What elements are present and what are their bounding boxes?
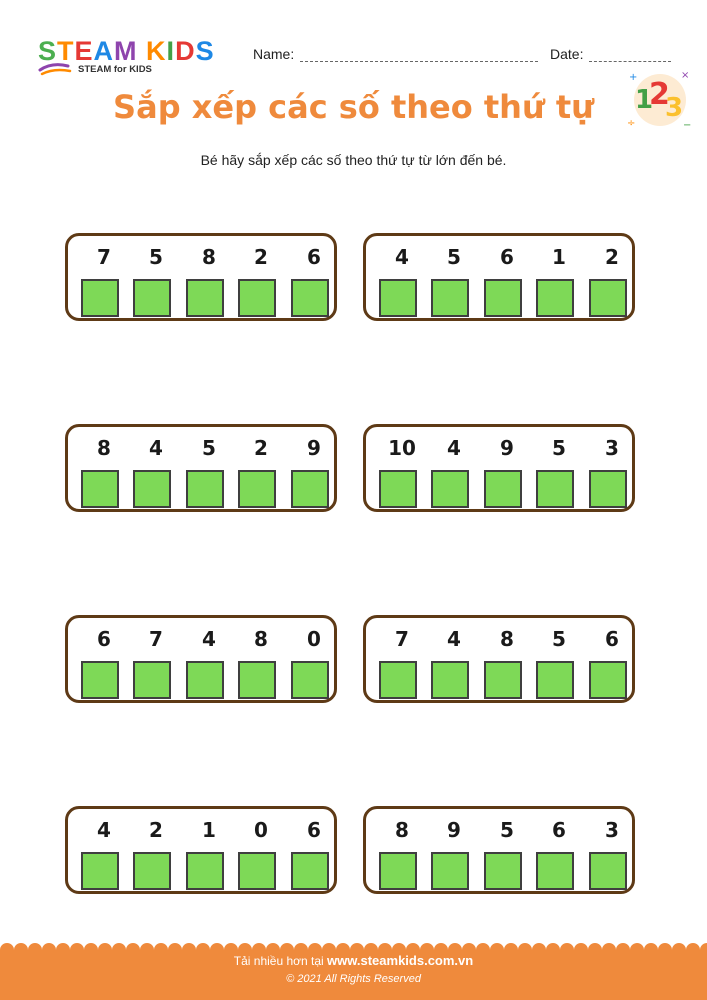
date-input-line[interactable] [589,61,671,62]
svg-text:3: 3 [665,93,684,123]
name-input-line[interactable] [300,61,538,62]
puzzle-number: 1 [552,245,566,269]
answer-box[interactable] [133,279,171,317]
puzzle-number: 2 [605,245,619,269]
puzzle-number: 3 [605,436,619,460]
answer-box[interactable] [81,279,119,317]
puzzle-number: 2 [254,245,268,269]
puzzle-number: 2 [254,436,268,460]
puzzle-number: 2 [149,818,163,842]
logo-letter: D [175,36,196,66]
puzzle-number: 4 [97,818,111,842]
puzzle-number: 1 [202,818,216,842]
puzzle-number: 8 [395,818,409,842]
answer-box[interactable] [81,852,119,890]
answer-box[interactable] [291,661,329,699]
answer-box[interactable] [589,661,627,699]
puzzle-number: 0 [254,818,268,842]
answer-box[interactable] [133,661,171,699]
answer-box[interactable] [589,852,627,890]
puzzle-box [65,806,337,894]
answer-box[interactable] [291,470,329,508]
puzzle-number: 6 [605,627,619,651]
puzzle-numbers [372,244,632,270]
puzzle-box [65,615,337,703]
answer-box[interactable] [431,852,469,890]
puzzle-number: 6 [307,818,321,842]
date-label: Date: [550,46,584,62]
steam-kids-logo [38,36,238,80]
puzzle-number: 8 [202,245,216,269]
puzzle-number: 3 [605,818,619,842]
puzzle-number: 8 [254,627,268,651]
svg-text:1: 1 [635,85,654,115]
answer-box[interactable] [133,470,171,508]
footer-copyright: © 2021 All Rights Reserved [286,973,421,985]
logo-letter: S [38,36,58,66]
logo-tagline: STEAM for KIDS [78,64,152,75]
puzzle-numbers [74,435,334,461]
svg-text:×: × [681,70,690,81]
puzzle-number: 7 [395,627,409,651]
puzzle-number: 8 [500,627,514,651]
logo-letter: K [146,36,167,66]
logo-letter: I [166,36,176,66]
puzzle-number: 4 [395,245,409,269]
answer-box[interactable] [291,279,329,317]
logo-letter: M [114,36,138,66]
answer-box[interactable] [379,852,417,890]
puzzle-number: 5 [202,436,216,460]
answer-box[interactable] [431,661,469,699]
answer-box[interactable] [238,661,276,699]
puzzle-number: 4 [447,627,461,651]
answer-box[interactable] [186,279,224,317]
svg-text:2: 2 [649,77,670,112]
svg-text:−: − [683,120,692,131]
footer-banner [0,938,707,1000]
puzzle-numbers [74,626,334,652]
svg-text:+: + [629,72,638,83]
logo-letter: A [93,36,115,66]
puzzle-number: 4 [447,436,461,460]
answer-box[interactable] [379,279,417,317]
answer-box[interactable] [81,470,119,508]
answer-box[interactable] [484,279,522,317]
puzzle-box [363,424,635,512]
answer-box[interactable] [484,661,522,699]
puzzle-number: 5 [447,245,461,269]
puzzle-number: 4 [202,627,216,651]
answer-box[interactable] [431,279,469,317]
puzzle-number: 9 [447,818,461,842]
puzzle-number: 6 [552,818,566,842]
puzzle-number: 9 [500,436,514,460]
puzzle-numbers [372,626,632,652]
logo-letter: S [195,36,215,66]
puzzle-number: 4 [149,436,163,460]
logo-letter [138,36,147,66]
puzzle-number: 6 [500,245,514,269]
answer-box[interactable] [536,661,574,699]
answer-box[interactable] [589,470,627,508]
answer-box[interactable] [589,279,627,317]
footer-website-link[interactable]: www.steamkids.com.vn [327,953,474,968]
svg-text:÷: ÷ [627,118,636,129]
answer-box[interactable] [238,279,276,317]
footer-prefix: Tải nhiều hơn tại [233,954,328,968]
puzzle-number: 8 [97,436,111,460]
puzzle-number: 7 [97,245,111,269]
puzzle-numbers [74,244,334,270]
puzzle-box [363,615,635,703]
logo-letter: E [74,36,94,66]
puzzle-box [363,233,635,321]
answer-box[interactable] [379,661,417,699]
answer-box[interactable] [238,470,276,508]
answer-box[interactable] [186,470,224,508]
name-label: Name: [253,46,295,62]
answer-box[interactable] [536,279,574,317]
answer-box[interactable] [536,852,574,890]
puzzle-numbers [372,817,632,843]
puzzle-box [65,233,337,321]
answer-box[interactable] [536,470,574,508]
puzzle-box [65,424,337,512]
answer-box[interactable] [186,852,224,890]
answer-box[interactable] [186,661,224,699]
answer-box[interactable] [291,852,329,890]
instruction-text: Bé hãy sắp xếp các số theo thứ tự từ lớn đến bé. [200,152,507,168]
puzzle-numbers [372,435,632,461]
puzzle-number: 7 [149,627,163,651]
answer-box[interactable] [484,470,522,508]
puzzle-number: 5 [552,627,566,651]
logo-swoosh-icon [38,60,78,76]
puzzle-number: 5 [500,818,514,842]
puzzle-number: 10 [388,436,416,460]
puzzle-number: 6 [97,627,111,651]
answer-box[interactable] [238,852,276,890]
answer-box[interactable] [379,470,417,508]
answer-box[interactable] [133,852,171,890]
answer-box[interactable] [81,661,119,699]
puzzle-numbers [74,817,334,843]
page-title: Sắp xếp các số theo thứ tự [113,88,594,126]
answer-box[interactable] [431,470,469,508]
puzzle-number: 5 [149,245,163,269]
logo-letter: T [57,36,75,66]
puzzle-number: 6 [307,245,321,269]
puzzle-number: 9 [307,436,321,460]
footer-website-line [0,953,707,968]
puzzle-number: 5 [552,436,566,460]
answer-box[interactable] [484,852,522,890]
puzzle-box [363,806,635,894]
puzzle-number: 0 [307,627,321,651]
